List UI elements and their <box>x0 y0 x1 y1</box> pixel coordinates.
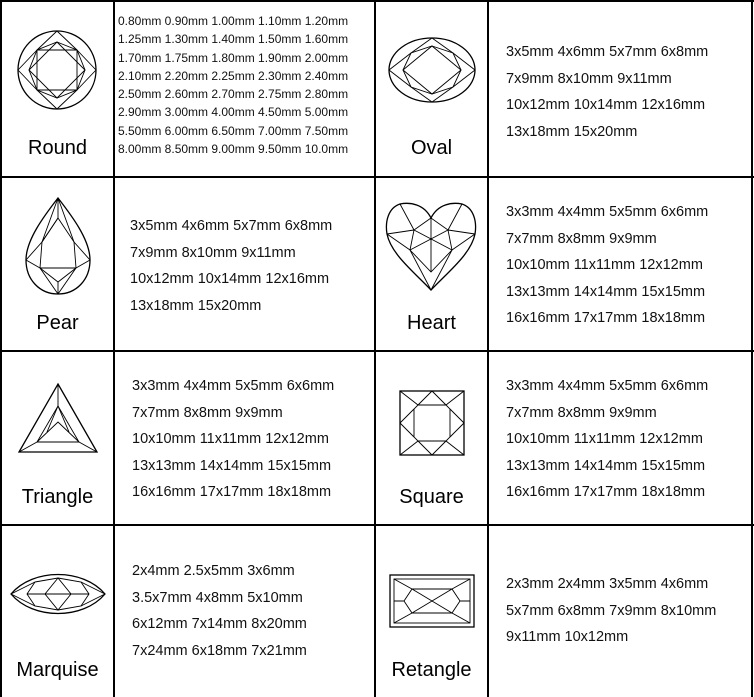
size-line: 3.5x7mm 4x8mm 5x10mm <box>132 589 303 606</box>
marquise-sizes-list <box>132 558 307 664</box>
heart-sizes-cell <box>489 178 751 350</box>
size-line: 1.25mm 1.30mm 1.40mm 1.50mm 1.60mm <box>118 32 349 47</box>
heart-sizes-list <box>506 199 708 332</box>
size-line: 7x7mm 8x8mm 9x9mm <box>506 404 657 421</box>
oval-cell <box>376 2 487 176</box>
size-line: 7x7mm 8x8mm 9x9mm <box>506 230 657 247</box>
round-cell <box>2 2 113 176</box>
square-sizes-list <box>506 373 708 506</box>
pear-sizes-cell <box>115 178 374 350</box>
size-line: 2.50mm 2.60mm 2.70mm 2.75mm 2.80mm <box>118 87 349 102</box>
heart-cell <box>376 178 487 350</box>
size-line: 2.10mm 2.20mm 2.25mm 2.30mm 2.40mm <box>118 68 349 83</box>
size-line: 7x9mm 8x10mm 9x11mm <box>130 244 296 261</box>
size-line: 10x10mm 11x11mm 12x12mm <box>506 257 703 273</box>
heart-label: Heart <box>407 312 456 334</box>
square-label: Square <box>399 486 464 508</box>
size-line: 10x10mm 11x11mm 12x12mm <box>132 431 329 447</box>
retangle-gem-icon <box>388 573 476 629</box>
size-line: 3x5mm 4x6mm 5x7mm 6x8mm <box>506 44 709 60</box>
size-line: 3x5mm 4x6mm 5x7mm 6x8mm <box>130 218 333 234</box>
oval-sizes-cell <box>489 2 751 176</box>
size-line: 10x10mm 11x11mm 12x12mm <box>506 431 703 447</box>
size-line: 2x4mm 2.5x5mm 3x6mm <box>132 563 295 579</box>
size-line: 8.00mm 8.50mm 9.00mm 9.50mm 10.0mm <box>118 142 349 157</box>
size-line: 13x13mm 14x14mm 15x15mm <box>506 283 706 300</box>
marquise-label: Marquise <box>16 659 99 681</box>
oval-label: Oval <box>410 137 453 159</box>
size-line: 3x3mm 4x4mm 5x5mm 6x6mm <box>132 378 335 394</box>
size-line: 16x16mm 17x17mm 18x18mm <box>506 310 706 326</box>
size-line: 10x12mm 10x14mm 12x16mm <box>130 271 330 287</box>
square-cell <box>376 352 487 524</box>
heart-gem-icon <box>384 200 478 292</box>
marquise-cell <box>2 526 113 697</box>
oval-gem-icon <box>387 36 477 104</box>
size-line: 0.80mm 0.90mm 1.00mm 1.10mm 1.20mm <box>118 14 349 28</box>
size-line: 10x12mm 10x14mm 12x16mm <box>506 97 706 113</box>
retangle-sizes-cell <box>489 526 751 697</box>
size-line: 16x16mm 17x17mm 18x18mm <box>132 484 332 500</box>
size-line: 6x12mm 7x14mm 8x20mm <box>132 616 307 632</box>
triangle-sizes-cell <box>115 352 374 524</box>
pear-label: Pear <box>36 312 79 334</box>
triangle-gem-icon <box>17 382 99 454</box>
size-line: 16x16mm 17x17mm 18x18mm <box>506 484 706 500</box>
retangle-label: Retangle <box>391 659 472 681</box>
size-line: 3x3mm 4x4mm 5x5mm 6x6mm <box>506 204 709 220</box>
size-line: 3x3mm 4x4mm 5x5mm 6x6mm <box>506 378 709 394</box>
pear-gem-icon <box>22 196 94 296</box>
size-line: 5x7mm 6x8mm 7x9mm 8x10mm <box>506 602 717 619</box>
size-line: 13x18mm 15x20mm <box>506 123 638 140</box>
square-sizes-cell <box>489 352 751 524</box>
round-label: Round <box>28 137 87 159</box>
round-gem-icon <box>15 28 99 112</box>
size-line: 5.50mm 6.00mm 6.50mm 7.00mm 7.50mm <box>118 123 349 138</box>
size-line: 2.90mm 3.00mm 4.00mm 4.50mm 5.00mm <box>118 105 349 120</box>
size-line: 7x24mm 6x18mm 7x21mm <box>132 642 307 659</box>
marquise-sizes-cell <box>115 526 374 697</box>
oval-sizes-list <box>506 39 708 145</box>
round-sizes-cell <box>115 2 374 176</box>
triangle-label: Triangle <box>21 486 94 508</box>
size-line: 13x13mm 14x14mm 15x15mm <box>132 457 332 474</box>
size-line: 1.70mm 1.75mm 1.80mm 1.90mm 2.00mm <box>118 50 349 65</box>
size-line: 7x9mm 8x10mm 9x11mm <box>506 70 672 87</box>
triangle-sizes-list <box>132 373 334 506</box>
marquise-gem-icon <box>9 570 107 618</box>
grid-line <box>751 0 753 697</box>
pear-cell <box>2 178 113 350</box>
round-sizes-list <box>118 12 348 158</box>
size-line: 13x18mm 15x20mm <box>130 297 262 314</box>
size-line: 13x13mm 14x14mm 15x15mm <box>506 457 706 474</box>
pear-sizes-list <box>130 213 332 319</box>
retangle-cell <box>376 526 487 697</box>
size-line: 9x11mm 10x12mm <box>506 629 629 645</box>
triangle-cell <box>2 352 113 524</box>
size-line: 7x7mm 8x8mm 9x9mm <box>132 404 283 421</box>
square-gem-icon <box>398 389 466 457</box>
size-line: 2x3mm 2x4mm 3x5mm 4x6mm <box>506 576 709 592</box>
retangle-sizes-list <box>506 571 716 651</box>
